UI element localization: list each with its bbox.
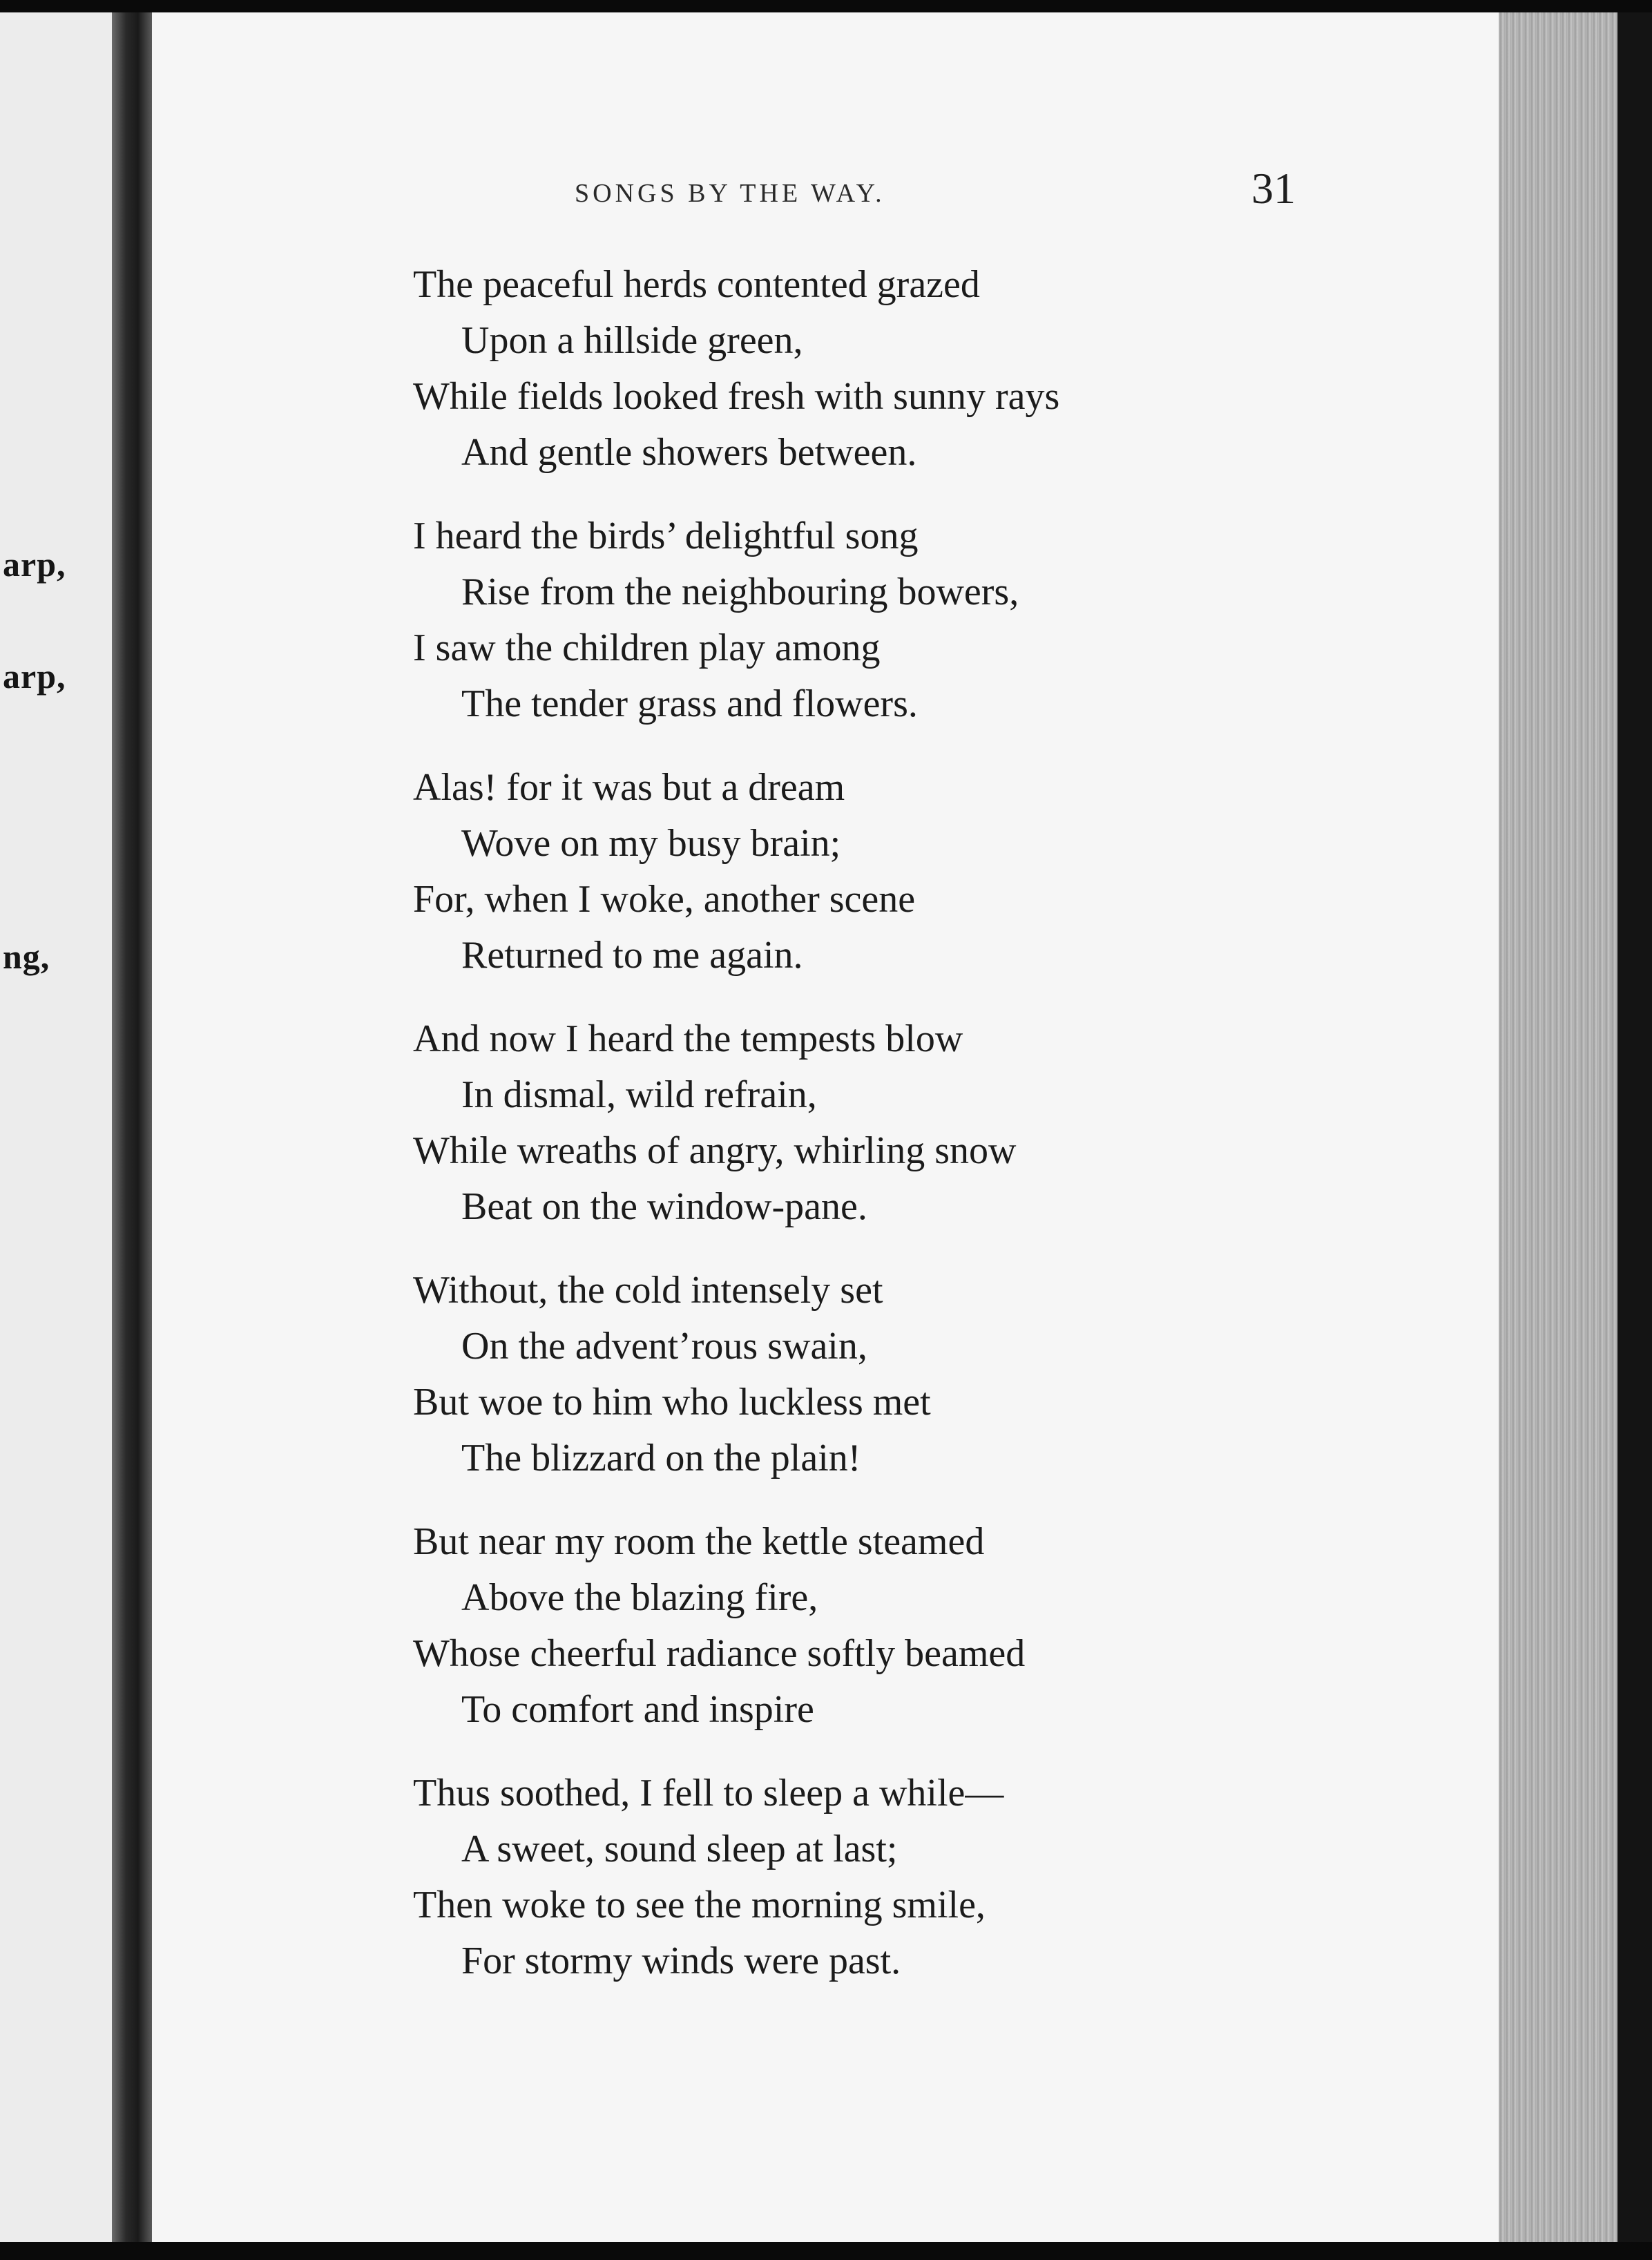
stanza xyxy=(413,1514,1242,1738)
poem-line: A sweet, sound sleep at last; xyxy=(461,1828,898,1870)
facing-page-fragment: ng, xyxy=(3,937,50,976)
poem-line: Alas! for it was but a dream xyxy=(413,766,845,809)
book-gutter xyxy=(112,12,152,2242)
poem-line: Beat on the window-pane. xyxy=(461,1185,867,1228)
poem-line: The blizzard on the plain! xyxy=(461,1437,861,1479)
scan-border-bottom xyxy=(0,2242,1652,2260)
stanza xyxy=(413,1011,1242,1235)
poem-line: I heard the birds’ delightful song xyxy=(413,515,919,557)
poem-line: While fields looked fresh with sunny rays xyxy=(413,375,1060,418)
poem-line: Whose cheerful radiance softly beamed xyxy=(413,1632,1026,1675)
poem-line: Then woke to see the morning smile, xyxy=(413,1884,986,1926)
poem-line: While wreaths of angry, whirling snow xyxy=(413,1129,1017,1172)
stanza xyxy=(413,760,1242,984)
facing-page-fragment: arp, xyxy=(3,545,66,584)
poem-line: But near my room the kettle steamed xyxy=(413,1520,985,1563)
poem-line: Wove on my busy brain; xyxy=(461,822,841,865)
poem-line: And gentle showers between. xyxy=(461,431,917,474)
page-stack-edge xyxy=(1499,12,1617,2242)
poem-line: Rise from the neighbouring bowers, xyxy=(461,571,1019,613)
poem xyxy=(413,257,1242,2017)
poem-line: For stormy winds were past. xyxy=(461,1940,901,1982)
poem-line: The tender grass and flowers. xyxy=(461,682,918,725)
running-header: SONGS BY THE WAY. xyxy=(575,179,885,208)
poem-line: Above the blazing fire, xyxy=(461,1576,818,1619)
stanza xyxy=(413,508,1242,732)
scan-border-top xyxy=(0,0,1652,12)
facing-page-left xyxy=(0,12,112,2242)
poem-line: On the advent’rous swain, xyxy=(461,1325,867,1368)
poem-line: Returned to me again. xyxy=(461,934,803,977)
scan-border-right xyxy=(1617,12,1652,2242)
poem-line: Upon a hillside green, xyxy=(461,319,803,362)
stanza xyxy=(413,1263,1242,1486)
poem-line: I saw the children play among xyxy=(413,626,881,669)
poem-line: For, when I woke, another scene xyxy=(413,878,916,921)
poem-line: But woe to him who luckless met xyxy=(413,1381,931,1424)
poem-line: Thus soothed, I fell to sleep a while— xyxy=(413,1772,1004,1814)
stanza xyxy=(413,257,1242,481)
poem-line: In dismal, wild refrain, xyxy=(461,1073,817,1116)
facing-page-fragment: arp, xyxy=(3,657,66,696)
stanza xyxy=(413,1765,1242,1989)
page-number: 31 xyxy=(1251,164,1296,213)
poem-line: And now I heard the tempests blow xyxy=(413,1017,963,1060)
poem-line: Without, the cold intensely set xyxy=(413,1269,883,1312)
poem-line: To comfort and inspire xyxy=(461,1688,814,1731)
poem-line: The peaceful herds contented grazed xyxy=(413,263,980,306)
